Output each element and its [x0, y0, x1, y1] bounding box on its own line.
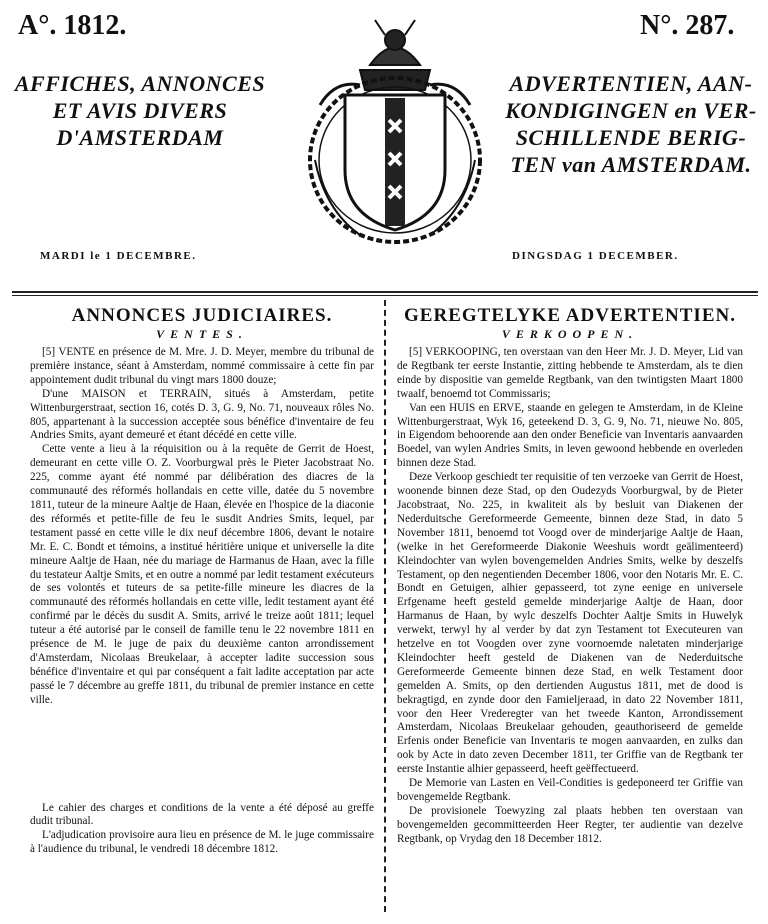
dutch-paragraph: [5] VERKOOPING, ten overstaan van den Heer Mr. J. D. Meyer, Lid van de Regtbank ter eerste Instantie, zitting hebbende te Amsterdam, als te dien einde by dispositie van gemelde Regtbank, van den twintigsten Maart 1800 twaalf, benoemd tot Commissaris; — [397, 346, 743, 400]
dutch-title-line: SCHILLENDE BERIG- — [515, 125, 747, 150]
issue-number: N°. 287. — [640, 10, 735, 41]
masthead-rule — [12, 291, 758, 293]
masthead-rule-thin — [12, 295, 758, 296]
french-title-line: ET AVIS DIVERS — [52, 98, 228, 123]
french-column — [30, 305, 374, 857]
date-dutch: DINGSDAG 1 DECEMBER. — [512, 250, 679, 262]
amsterdam-coat-of-arms — [300, 10, 490, 250]
french-section-heading: ANNONCES JUDICIAIRES. — [71, 305, 333, 326]
issue-year: A°. 1812. — [18, 10, 127, 41]
column-divider — [384, 300, 386, 912]
french-section-subheading: VENTES. — [156, 327, 248, 341]
dutch-paragraph: De Memorie van Lasten en Veil-Condities is gedeponeerd ter Griffie van bovengemelde Regtbank. — [397, 777, 743, 803]
french-paragraph: [5] VENTE en présence de M. Mre. J. D. Meyer, membre du tribunal de première instance, séant à Amsterdam, nommé commissaire à cette fin par appointement dudit tribunal du vingt mars 1800 douze; — [30, 346, 374, 386]
french-title-line: D'AMSTERDAM — [56, 125, 224, 150]
dutch-paragraph: Deze Verkoop geschiedt ter requisitie of ten verzoeke van Gerrit de Hoest, woonende binnen deze Stad, op den Oudezyds Voorburgwal, by de Pieter Jacobstraat, No. 225, in kwaliteit als by besluit van Diakenen der Nederduitsche Gereformeerde Gemeente, binnen deze Stad, in dato 5 November 1811, benoemd tot Voogd over de minderjarige Aaltje de Haan, (welke in het Gereformeerde Diakonie Weeshuis wordt geälimenteerd) Kleindochter van wylen bovengemelden Andries Smits, welke by deszelfs Testament, op den negentienden December 1806, voor den Notaris Mr. E. C. Bondt en Getuigen, alhier gepasseerd, tot zyne eenige en universele Erfgename heeft gesteld gemelde minderjarige Aaltje de Haan, door Harmanus de Haan, by wylc deszelfs Dochter Aaltje Smits in Huwelyk verwekt, terwyl hy al verder by dat zyn Testament tot Executeuren van hetzelve en tot Voogden over zyne voornoemde naletaten minderjarige Kleindochter heeft gesteld de Diakenen van de Nederduitsche Gereformeerde Gemeente binnen deze Stad, en welk Testament door gemelden A. Smits, op den dertienden Augustus 1811, met de dood is bekragtigd, en zynde door den Famieljeraad, in dato 22 November 1811, voor den Heer Vrederegter van het tweede Kanton, Arrondissement Amsterdam, Nicolaas Breukelaar gehouden, geauthoriseerd de gemelde Erfenis onder Beneficie van Inventaris te mogen aanvaarden, en zulks dan ook by Acte in dato zeven December 1811, ter Griffie van de Regtbank ter eerste Instantie alhier gepasseerd, heeft geëffectueerd. — [397, 471, 743, 776]
french-title-line: AFFICHES, ANNONCES — [14, 71, 266, 96]
dutch-column — [397, 305, 743, 847]
dutch-paragraph: De provisionele Toewyzing zal plaats hebben ten overstaan van bovengemelden gecommitteerden Heer Regter, ter audientie van dezelve Regtbank, op Vrydag den 18 December 1812. — [397, 804, 743, 845]
french-paragraph: D'une MAISON et TERRAIN, situés à Amsterdam, petite Wittenburgerstraat, section 16, cotés D. 3, G. 9, No. 71, nouveaux rôles No. 805, appartenant à la succession acceptée sous bénéfice d'inventaire de feu Andries Smits, ayant demeuré et étant décédé en cette ville. — [30, 387, 374, 442]
dutch-section-subheading: VERKOOPEN. — [501, 327, 639, 341]
masthead-french-title — [10, 70, 270, 151]
dutch-title-line: KONDIGINGEN en VER- — [505, 98, 757, 123]
dutch-section-heading: GEREGTELYKE ADVERTENTIEN. — [404, 305, 736, 326]
french-paragraph: Le cahier des charges et conditions de la vente a été déposé au greffe dudit tribunal. — [30, 801, 374, 828]
dutch-title-line: TEN van AMSTERDAM. — [510, 152, 752, 177]
dutch-title-line: ADVERTENTIEN, AAN- — [509, 71, 753, 96]
masthead-dutch-title — [500, 70, 762, 178]
column-gap — [30, 708, 374, 802]
french-paragraph: Cette vente a lieu à la réquisition ou à la requête de Gerrit de Hoest, demeurant en cette ville O. Z. Voorburgwal près le Pieter Jacobstraat No. 225, comme ayant été nommé par délibération des diacres de la communauté des réformés hollandais en cette ville, datée du 5 novembre 1811, tuteur de la mineure Aaltje de Haan, élevée en l'hospice de la diaconie des réformés et petite-fille de feu le susdit Andries Smits, lequel, par testament passé en cette ville le dix neuf décembre 1806, devant le notaire Mr. E. C. Bondt et témoins, a institué héritière unique et universelle la dite mineure Aaltje de Haan, née du mariage de Harmanus de Haan, avec la fille du testateur Aaltje Smits, et en outre a nommé par ledit testament exécuteurs de ses volontés et tuteurs de sa petite-fille mineure les diacres de la communauté des réformés hollandais en cette ville, ledit testament ayant été confirmé par le décès du susdit A. Smits, arrivé le treize août 1811; lequel tuteur a été autorisé par le conseil de famille tenu le 22 novembre 1811 en présence de M. le juge de paix du deuxième canton arrondissement d'Amsterdam, Nicolaas Breukelaar, à accepter ladite succession sous bénéfice d'inventaire et qui par conséquent a fait ladite acceptation par acte passé le 7 décembre au greffe 1811, du tribunal de premier instance en cette ville. — [30, 443, 374, 706]
dutch-paragraph: Van een HUIS en ERVE, staande en gelegen te Amsterdam, in de Kleine Wittenburgerstraat, Wyk 16, geteekend D. 3, G. 9, No. 71, nieuwe No. 805, in Eigendom behoorende aan den onder Beneficie van Inventaris aanvaarden Boedel, van wylen Andries Smits, in leven gewoond hebbende en overleden binnen deze Stad. — [397, 401, 743, 470]
date-french: MARDI le 1 DECEMBRE. — [40, 250, 197, 262]
french-paragraph: L'adjudication provisoire aura lieu en présence de M. le juge commissaire à l'audience du tribunal, le vendredi 18 décembre 1812. — [30, 829, 374, 856]
